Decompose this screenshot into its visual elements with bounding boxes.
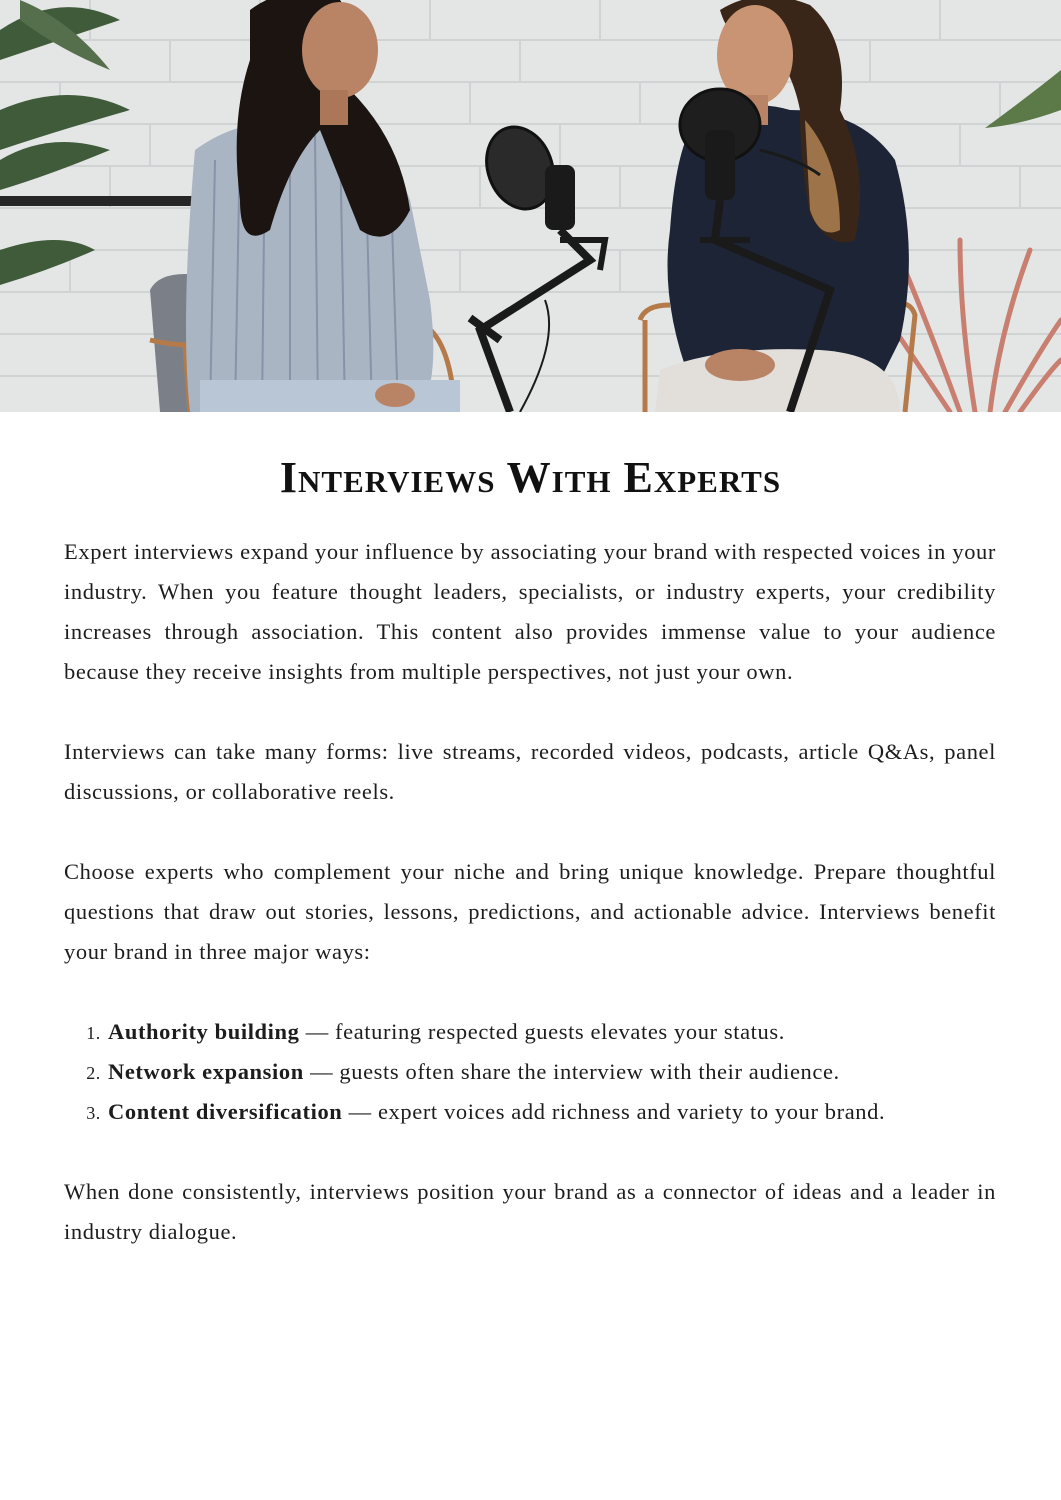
forms-paragraph: Interviews can take many forms: live streams, recorded videos, podcasts, article Q&As, panel discussions, or collaborative reels. (64, 739, 996, 804)
benefit-term: Content diversification (108, 1099, 343, 1124)
list-item (106, 1012, 996, 1052)
benefit-description: — featuring respected guests elevates your status. (299, 1019, 785, 1044)
podcast-photo-icon (0, 0, 1061, 412)
page-title: Interviews With Experts (279, 453, 782, 502)
benefit-term: Network expansion (108, 1059, 304, 1084)
benefit-description: — guests often share the interview with their audience. (303, 1059, 840, 1084)
list-item (106, 1092, 996, 1132)
closing-paragraph: When done consistently, interviews position your brand as a connector of ideas and a leader in industry dialogue. (64, 1179, 996, 1244)
benefit-description: — expert voices add richness and variety to your brand. (342, 1099, 886, 1124)
hero-image (0, 0, 1061, 412)
article-body (64, 532, 996, 1292)
benefit-term: Authority building (108, 1019, 300, 1044)
choose-paragraph: Choose experts who complement your niche and bring unique knowledge. Prepare thoughtful questions that draw out stories, lessons, predictions, and actionable advice. Interviews benefit your brand in three major ways: (64, 859, 996, 964)
benefits-list (64, 1012, 996, 1132)
intro-paragraph: Expert interviews expand your influence by associating your brand with respected voices in your industry. When you feature thought leaders, specialists, or industry experts, your credibility increases through association. This content also provides immense value to your audience because they receive insights from multiple perspectives, not just your own. (64, 539, 996, 684)
list-item (106, 1052, 996, 1092)
